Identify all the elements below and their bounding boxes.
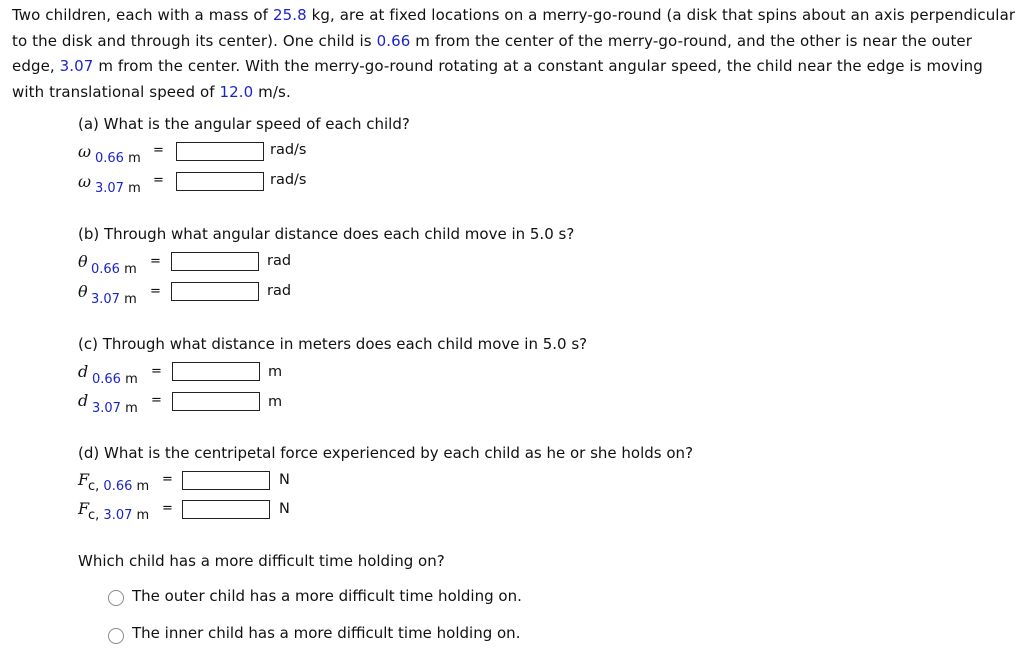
equals-sign: = (153, 173, 164, 188)
theta-symbol: θ (78, 282, 88, 301)
problem-text: kg, are at fixed locations on a merry-go-round (a disk that spins about an axis perpendicular to the disk and through its center). One child is (12, 6, 1016, 50)
part-d-question: (d) What is the centripetal force experienced by each child as he or she holds on? (78, 444, 694, 462)
equals-sign: = (162, 501, 173, 516)
subscript: 3.07 m (91, 292, 137, 307)
speed-value: 12.0 (219, 82, 254, 101)
radius-inner-value: 0.66 (376, 31, 411, 50)
subscript: 3.07 m (92, 401, 138, 416)
subscript: 0.66 m (92, 372, 138, 387)
omega-symbol: ω (78, 142, 92, 161)
equals-sign: = (162, 472, 173, 487)
part-a-question: (a) What is the angular speed of each child? (78, 115, 410, 133)
radio-inner-child[interactable] (108, 628, 124, 644)
force-outer-input[interactable] (182, 500, 270, 519)
unit-label: N (279, 501, 290, 517)
force-symbol: F (78, 470, 90, 489)
force-symbol: F (78, 499, 90, 518)
radius-outer-value: 3.07 (59, 57, 94, 75)
equals-sign: = (153, 143, 164, 158)
radio-outer-child[interactable] (108, 590, 124, 606)
problem-statement (12, 3, 1018, 105)
subscript: 3.07 m (95, 181, 141, 196)
problem-text: m/s. (253, 82, 291, 101)
distance-symbol: d (78, 391, 89, 410)
theta-outer-input[interactable] (171, 282, 259, 301)
distance-symbol: d (78, 362, 89, 381)
theta-inner-input[interactable] (171, 252, 259, 271)
problem-text: m from the center. With the merry-go-round rotating at a constant angular speed, the child near the edge is moving with translational speed of (12, 57, 983, 101)
option-inner-child-label[interactable]: The inner child has a more difficult time holding on. (132, 624, 521, 642)
subscript: c, 3.07 m (88, 508, 150, 523)
equals-sign: = (150, 284, 161, 299)
omega-symbol: ω (78, 172, 92, 191)
mass-value: 25.8 (272, 6, 307, 24)
unit-label: N (279, 472, 290, 488)
omega-inner-input[interactable] (176, 142, 264, 161)
unit-label: m (268, 394, 283, 410)
subscript: c, 0.66 m (88, 479, 150, 494)
problem-text: m from the center of the merry-go-round, and the other is near the outer edge, (12, 31, 973, 75)
theta-symbol: θ (78, 252, 88, 271)
equals-sign: = (151, 364, 162, 379)
subscript: 0.66 m (91, 262, 137, 277)
unit-label: m (268, 364, 283, 380)
unit-label: rad (267, 283, 292, 299)
equals-sign: = (151, 393, 162, 408)
unit-label: rad/s (270, 142, 307, 158)
omega-outer-input[interactable] (176, 172, 264, 191)
option-outer-child-label[interactable]: The outer child has a more difficult time holding on. (132, 587, 522, 605)
mc-question: Which child has a more difficult time holding on? (78, 552, 445, 570)
distance-inner-input[interactable] (172, 362, 260, 381)
unit-label: rad (267, 253, 292, 269)
subscript: 0.66 m (95, 151, 141, 166)
part-c-question: (c) Through what distance in meters does each child move in 5.0 s? (78, 335, 588, 353)
force-inner-input[interactable] (182, 471, 270, 490)
unit-label: rad/s (270, 172, 307, 188)
part-b-question: (b) Through what angular distance does each child move in 5.0 s? (78, 225, 575, 243)
problem-text: Two children, each with a mass of (12, 6, 273, 24)
distance-outer-input[interactable] (172, 392, 260, 411)
equals-sign: = (150, 254, 161, 269)
